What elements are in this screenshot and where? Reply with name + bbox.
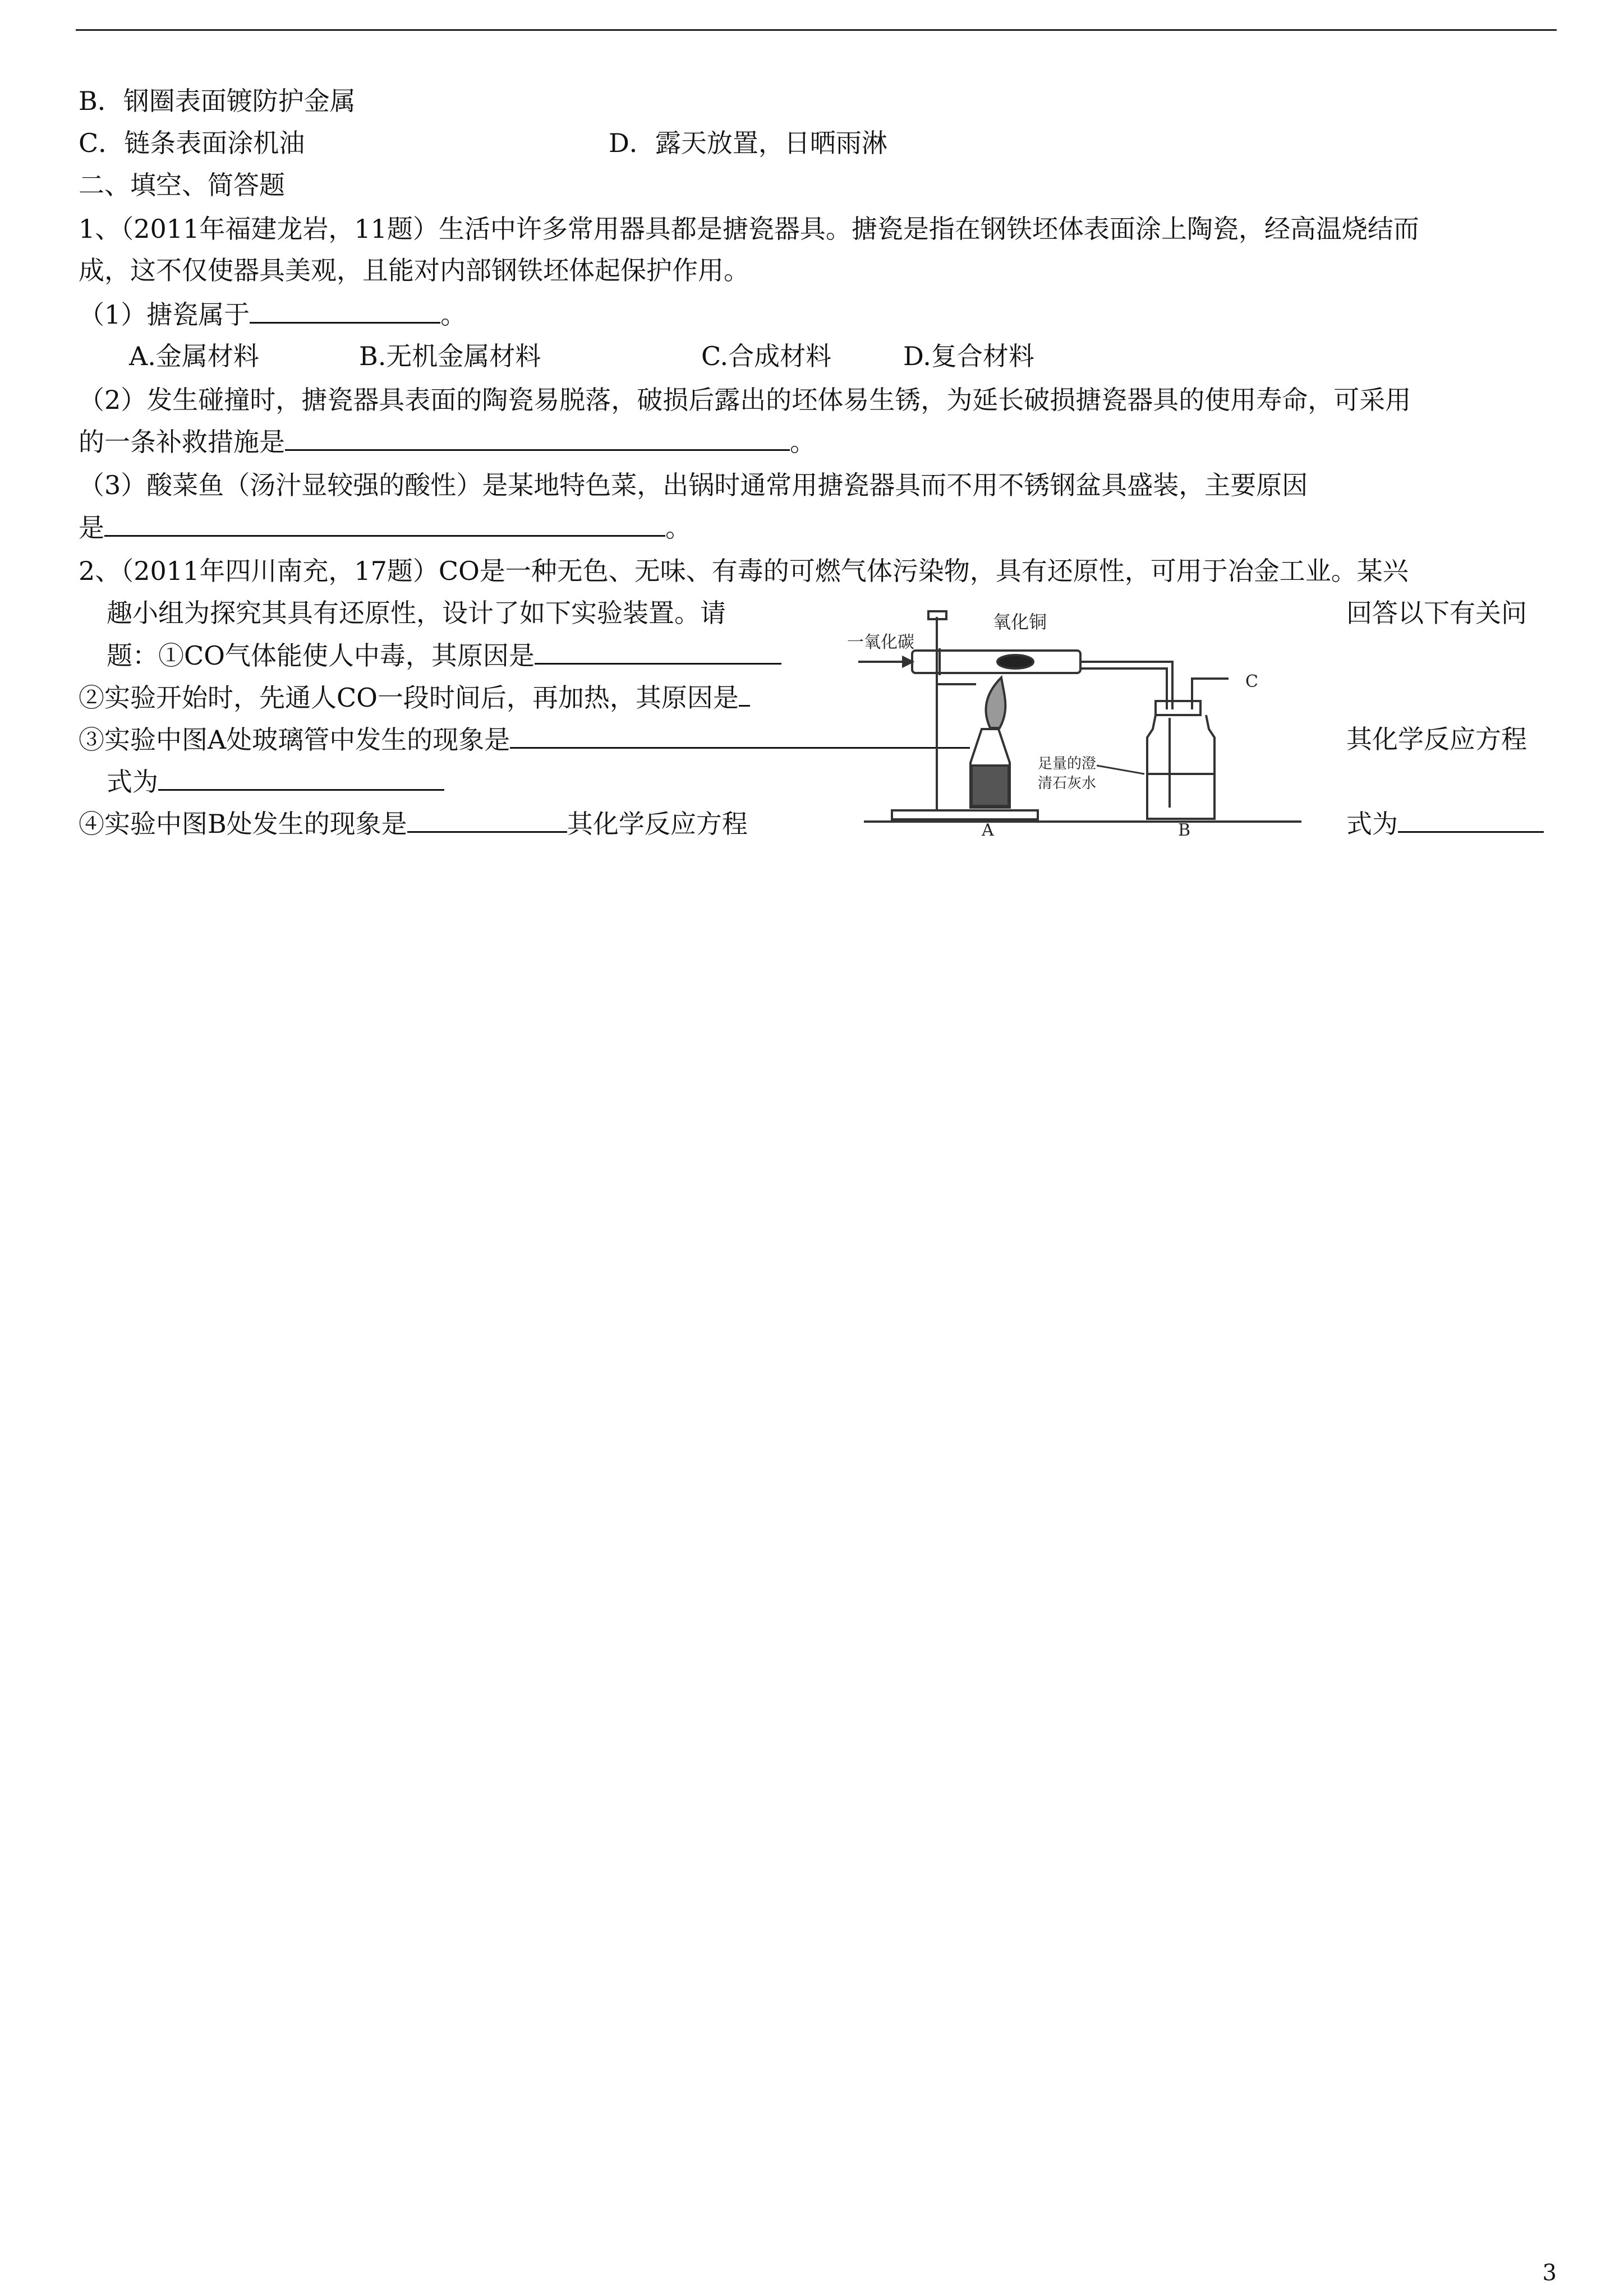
outlet-tube-inner <box>1080 668 1167 709</box>
q2-sub1-prefix: 题：①CO气体能使人中毒，其原因是 <box>107 640 535 671</box>
q2-sub1-blank[interactable] <box>535 638 781 665</box>
q1-part2-suffix: 。 <box>790 427 816 457</box>
q2-sub2-blank[interactable] <box>739 680 750 707</box>
q1-part1-suffix: 。 <box>440 299 467 330</box>
q1-part2-prefix: 的一条补救措施是 <box>79 427 285 457</box>
q2-stem-line2-left: 趣小组为探究其具有还原性，设计了如下实验装置。请 <box>107 598 726 628</box>
flame-icon <box>986 677 1006 728</box>
q2-sub4-right <box>1346 806 1544 841</box>
q2-sub4-right-prefix: 式为 <box>1346 809 1398 839</box>
bottle-b <box>1147 715 1214 819</box>
q1-part3-suffix: 。 <box>665 513 691 543</box>
experiment-apparatus-figure <box>841 594 1307 836</box>
arrow-head-icon <box>903 657 912 666</box>
q2-stem-line1: 2、（2011年四川南充，17题）CO是一种无色、无味、有毒的可燃气体污染物，具有还原性，可用于冶金工业。某兴 <box>79 556 1409 586</box>
page-number: 3 <box>1542 2260 1557 2286</box>
copper-oxide-sample <box>997 655 1033 668</box>
header-rule <box>76 29 1557 31</box>
label-b: B <box>1178 820 1191 836</box>
choice-d: D．露天放置，日晒雨淋 <box>609 128 887 158</box>
q1-part1-blank[interactable] <box>250 297 440 324</box>
q1-option-b: B.无机金属材料 <box>359 341 541 371</box>
q1-options <box>129 339 1034 373</box>
section-title: 二、填空、简答题 <box>79 170 285 200</box>
label-water-2: 清石灰水 <box>1038 775 1097 792</box>
q2-sub3-right: 其化学反应方程 <box>1346 724 1527 754</box>
label-c: C <box>1245 672 1258 691</box>
q1-part3-line1: （3）酸菜鱼（汤汁显较强的酸性）是某地特色菜，出锅时通常用搪瓷器具而不用不锈钢盆具盛装，主要原因 <box>79 470 1308 500</box>
q1-part1-prefix: （1）搪瓷属于 <box>79 299 250 330</box>
lamp-fuel <box>972 766 1009 806</box>
label-water-1: 足量的澄 <box>1038 755 1097 772</box>
choice-b: B．钢圈表面镀防护金属 <box>79 86 356 116</box>
q2-sub4-prefix: ④实验中图B处发生的现象是 <box>79 809 407 839</box>
q2-sub3 <box>79 722 970 757</box>
q2-sub4-right-blank[interactable] <box>1398 806 1544 833</box>
label-cuo: 氧化铜 <box>993 611 1047 633</box>
q1-part3-line2 <box>79 510 691 545</box>
q1-part1 <box>79 297 466 331</box>
label-co: 一氧化碳 <box>847 633 914 652</box>
q1-option-c: C.合成材料 <box>701 341 832 371</box>
q2-sub4-mid: 其化学反应方程 <box>567 809 748 839</box>
q1-part2-line2 <box>79 425 816 459</box>
q1-part3-blank[interactable] <box>104 510 665 537</box>
q2-sub4 <box>79 806 748 841</box>
q1-option-a: A.金属材料 <box>129 341 259 371</box>
q2-sub3b-blank[interactable] <box>158 764 444 791</box>
q2-sub2-prefix: ②实验开始时，先通人CO一段时间后，再加热，其原因是 <box>79 683 739 713</box>
q2-sub3-prefix: ③实验中图A处玻璃管中发生的现象是 <box>79 725 510 755</box>
q2-stem-line2-right: 回答以下有关问 <box>1346 598 1527 628</box>
choice-c: C．链条表面涂机油 <box>79 128 305 158</box>
q2-sub3b <box>107 764 444 799</box>
q2-sub4-blank[interactable] <box>407 806 567 833</box>
q1-stem-line1: 1、（2011年福建龙岩，11题）生活中许多常用器具都是搪瓷器具。搪瓷是指在钢铁坯体表面涂上陶瓷，经高温烧结而 <box>79 214 1419 244</box>
q2-sub1 <box>107 638 781 672</box>
q1-option-d: D.复合材料 <box>903 341 1034 371</box>
q1-part2-blank[interactable] <box>285 425 790 451</box>
q2-sub2 <box>79 680 750 714</box>
stand-base <box>892 810 1038 819</box>
q1-part2-line1: （2）发生碰撞时，搪瓷器具表面的陶瓷易脱落，破损后露出的坯体易生锈，为延长破损搪瓷器具的使用寿命，可采用 <box>79 385 1411 415</box>
label-leader-line <box>1097 766 1144 774</box>
q1-part3-prefix: 是 <box>79 513 104 543</box>
q2-sub3b-prefix: 式为 <box>107 767 158 797</box>
bottle-stopper <box>1156 701 1200 715</box>
label-a: A <box>982 820 994 836</box>
q1-stem-line2: 成，这不仅使器具美观，且能对内部钢铁坯体起保护作用。 <box>79 255 749 285</box>
exit-tube <box>1192 679 1229 709</box>
